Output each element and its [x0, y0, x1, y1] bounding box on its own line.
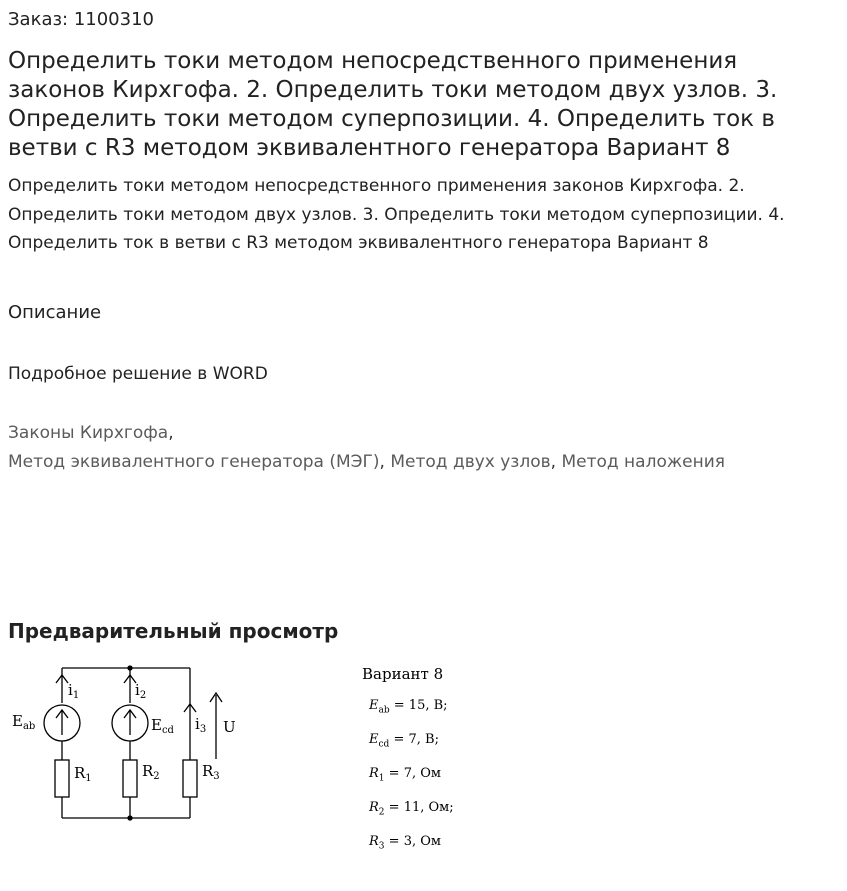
label-eab: $E_{ab}$ [12, 712, 36, 732]
order-number: Заказ: 1100310 [8, 9, 154, 30]
label-i2: $i_2$ [135, 681, 147, 701]
resistor-r2 [123, 760, 137, 797]
tag-link-kirchhoff[interactable]: Законы Кирхгофа [8, 423, 169, 443]
param-r1: $R_1 = 7$, Ом [369, 766, 442, 784]
lead-text: Определить токи методом непосредственного применения законов Кирхгофа. 2. Определить токи методом двух узлов. 3. Определить токи методом суперпозиции. 4. Определить ток в ветви с R3 методом эквивалентного генератора Вариант 8 [8, 176, 785, 253]
label-ecd: $E_{cd}$ [151, 716, 174, 736]
description-text: Подробное решение в WORD [8, 364, 268, 384]
tag-list [8, 419, 725, 477]
resistor-r1 [55, 760, 69, 797]
label-r1: $R_1$ [74, 764, 92, 784]
circuit-diagram [0, 655, 260, 830]
resistor-r3 [183, 760, 197, 797]
label-r2: $R_2$ [142, 762, 160, 782]
label-i3: $i_3$ [195, 715, 207, 735]
param-eab: $E_{ab} = 15$, В; [369, 698, 448, 716]
tag-link-two-nodes[interactable]: Метод двух узлов [390, 452, 551, 472]
tag-separator: , [168, 423, 174, 443]
tag-separator: , [379, 452, 391, 472]
branch-3 [183, 668, 197, 818]
param-r3: $R_3 = 3$, Ом [369, 834, 442, 852]
page-title: Определить токи методом непосредственного применения законов Кирхгофа. 2. Определить токи методом двух узлов. 3. Определить токи методом суперпозиции. 4. Определить ток в ветви с R3 методом эквивалентного генератора Вариант 8 [8, 48, 778, 161]
tag-line-2 [8, 448, 725, 477]
variant-heading: Вариант 8 [362, 665, 444, 683]
param-r2: $R_2 = 11$, Ом; [369, 800, 454, 818]
label-u: U [223, 718, 236, 736]
tag-separator: , [550, 452, 562, 472]
tag-line-1 [8, 419, 725, 448]
label-i1: $i_1$ [68, 681, 80, 701]
description-heading: Описание [8, 302, 102, 323]
tag-link-equivalent-generator[interactable]: Метод эквивалентного генератора (МЭГ) [8, 452, 380, 472]
label-r3: $R_3$ [202, 762, 220, 782]
preview-heading: Предварительный просмотр [8, 619, 339, 643]
tag-link-superposition[interactable]: Метод наложения [561, 452, 726, 472]
param-ecd: $E_{cd} = 7$, В; [369, 732, 439, 750]
